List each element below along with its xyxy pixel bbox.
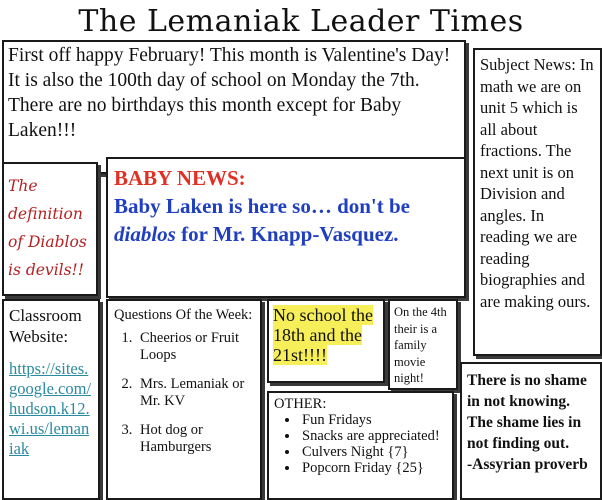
baby-news-text-end: for Mr. Knapp-Vasquez. xyxy=(175,222,399,246)
question-item: 2. Mrs. Lemaniak or Mr. KV xyxy=(136,376,254,410)
quote-author: -Assyrian proverb xyxy=(467,456,588,473)
questions-list xyxy=(114,330,254,456)
movie-night-box xyxy=(388,299,458,390)
questions-title: Questions Of the Week: xyxy=(114,307,253,323)
baby-news-text-start: Baby Laken is here so… don't be xyxy=(114,194,410,218)
question-item: 1. Cheerios or Fruit Loops xyxy=(136,330,254,364)
other-box xyxy=(267,391,454,500)
no-school-text: No school the 18th and the 21st!!!! xyxy=(273,305,373,365)
questions-box xyxy=(106,299,262,500)
other-list xyxy=(274,412,447,476)
quote-box xyxy=(460,362,602,500)
baby-news-box xyxy=(106,157,466,298)
subject-news-box xyxy=(473,48,602,356)
no-school-box xyxy=(267,299,385,383)
movie-night-text: On the 4th their is a family movie night! xyxy=(394,305,447,385)
question-item: 3. Hot dog or Hamburgers xyxy=(136,422,254,456)
baby-news-heading: BABY NEWS: xyxy=(114,166,246,190)
classroom-website-link[interactable]: https://sites.google.com/hudson.k12.wi.us/lemaniak xyxy=(9,359,92,458)
subject-news-text: Subject News: In math we are on unit 5 which is all about fractions. The next unit is on Division and angles. In reading we are reading biographies and are making ours. xyxy=(480,55,594,311)
intro-box xyxy=(2,40,466,174)
other-item: • Snacks are appreciated! xyxy=(300,428,447,444)
other-item: • Culvers Night {7} xyxy=(300,444,447,460)
baby-news-emphasis: diablos xyxy=(114,222,176,246)
intro-text: First off happy February! This month is Valentine's Day! It is also the 100th day of school on Monday the 7th. There are no birthdays this month except for Baby Laken!!! xyxy=(8,45,451,141)
classroom-website-box xyxy=(2,299,100,500)
quote-text: There is no shame in not knowing. The shame lies in not finding out. xyxy=(467,372,587,452)
other-item: • Fun Fridays xyxy=(300,412,447,428)
newsletter-title: The Lemaniak Leader Times xyxy=(78,4,524,39)
other-title: OTHER: xyxy=(274,396,327,412)
other-item: • Popcorn Friday {25} xyxy=(300,460,447,476)
definition-box xyxy=(2,162,98,296)
baby-news-text xyxy=(114,192,458,248)
definition-text: The definition of Diablos is devils!! xyxy=(8,177,87,279)
classroom-website-label: Classroom Website: xyxy=(9,306,82,346)
